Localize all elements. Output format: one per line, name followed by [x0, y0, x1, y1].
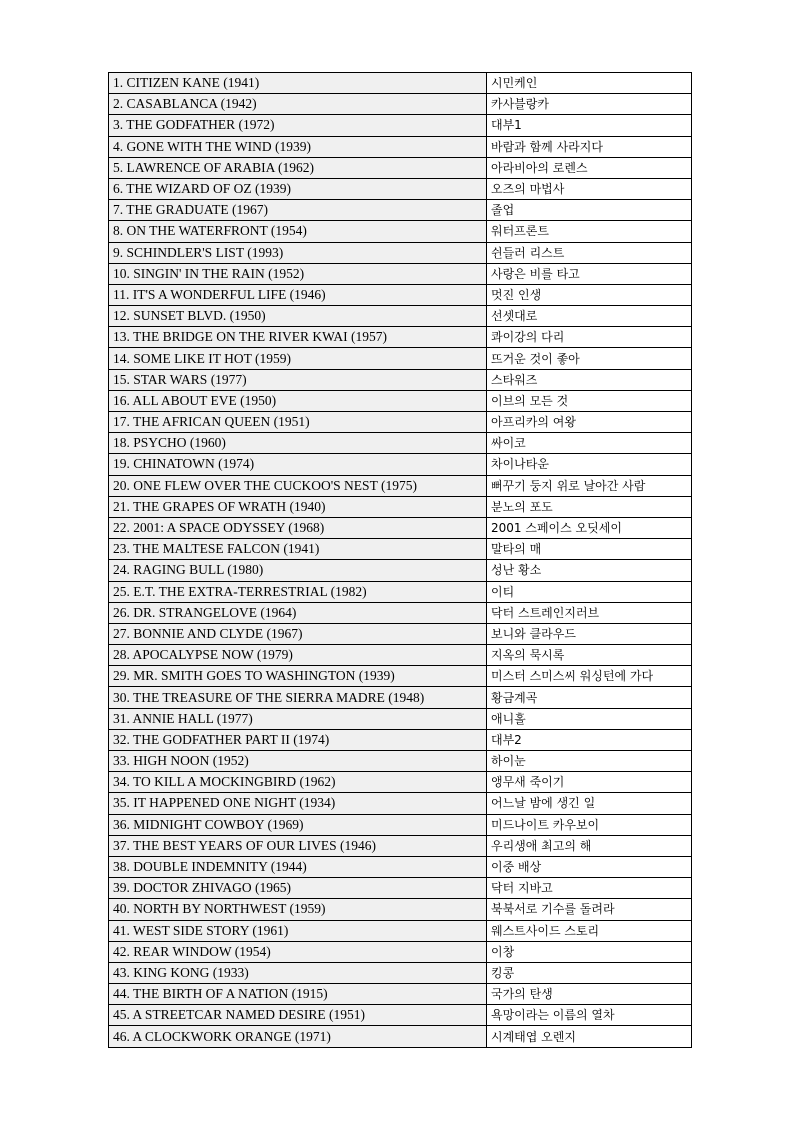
- korean-title-cell: 미드나이트 카우보이: [487, 814, 692, 835]
- korean-title-cell: 욕망이라는 이름의 열차: [487, 1005, 692, 1026]
- korean-title-cell: 이중 배상: [487, 856, 692, 877]
- korean-title-cell: 졸업: [487, 200, 692, 221]
- english-title-cell: 23. THE MALTESE FALCON (1941): [109, 539, 487, 560]
- korean-title-cell: 어느날 밤에 생긴 일: [487, 793, 692, 814]
- english-title-cell: 39. DOCTOR ZHIVAGO (1965): [109, 878, 487, 899]
- korean-title-cell: 뻐꾸기 둥지 위로 날아간 사람: [487, 475, 692, 496]
- korean-title-cell: 앵무새 죽이기: [487, 772, 692, 793]
- english-title-cell: 35. IT HAPPENED ONE NIGHT (1934): [109, 793, 487, 814]
- table-row: [109, 517, 692, 538]
- korean-title-cell: 뜨거운 것이 좋아: [487, 348, 692, 369]
- english-title-cell: 22. 2001: A SPACE ODYSSEY (1968): [109, 517, 487, 538]
- english-title-cell: 4. GONE WITH THE WIND (1939): [109, 136, 487, 157]
- table-row: [109, 708, 692, 729]
- english-title-cell: 20. ONE FLEW OVER THE CUCKOO'S NEST (1975): [109, 475, 487, 496]
- table-row: [109, 962, 692, 983]
- table-row: [109, 814, 692, 835]
- korean-title-cell: 사랑은 비를 타고: [487, 263, 692, 284]
- korean-title-cell: 이브의 모든 것: [487, 390, 692, 411]
- table-row: [109, 94, 692, 115]
- table-row: [109, 263, 692, 284]
- table-row: [109, 73, 692, 94]
- korean-title-cell: 황금계곡: [487, 687, 692, 708]
- english-title-cell: 46. A CLOCKWORK ORANGE (1971): [109, 1026, 487, 1047]
- table-row: [109, 454, 692, 475]
- table-row: [109, 433, 692, 454]
- english-title-cell: 2. CASABLANCA (1942): [109, 94, 487, 115]
- english-title-cell: 34. TO KILL A MOCKINGBIRD (1962): [109, 772, 487, 793]
- korean-title-cell: 미스터 스미스씨 워싱턴에 가다: [487, 666, 692, 687]
- english-title-cell: 8. ON THE WATERFRONT (1954): [109, 221, 487, 242]
- table-row: [109, 941, 692, 962]
- film-list-sheet: [108, 72, 692, 1048]
- table-row: [109, 221, 692, 242]
- english-title-cell: 3. THE GODFATHER (1972): [109, 115, 487, 136]
- korean-title-cell: 말타의 매: [487, 539, 692, 560]
- korean-title-cell: 국가의 탄생: [487, 984, 692, 1005]
- table-row: [109, 496, 692, 517]
- english-title-cell: 19. CHINATOWN (1974): [109, 454, 487, 475]
- table-row: [109, 772, 692, 793]
- english-title-cell: 26. DR. STRANGELOVE (1964): [109, 602, 487, 623]
- korean-title-cell: 보니와 클라우드: [487, 623, 692, 644]
- table-row: [109, 390, 692, 411]
- english-title-cell: 12. SUNSET BLVD. (1950): [109, 306, 487, 327]
- film-table-body: [109, 73, 692, 1048]
- korean-title-cell: 아프리카의 여왕: [487, 412, 692, 433]
- english-title-cell: 15. STAR WARS (1977): [109, 369, 487, 390]
- english-title-cell: 7. THE GRADUATE (1967): [109, 200, 487, 221]
- korean-title-cell: 대부1: [487, 115, 692, 136]
- table-row: [109, 348, 692, 369]
- korean-title-cell: 싸이코: [487, 433, 692, 454]
- korean-title-cell: 바람과 함께 사라지다: [487, 136, 692, 157]
- english-title-cell: 28. APOCALYPSE NOW (1979): [109, 645, 487, 666]
- english-title-cell: 10. SINGIN' IN THE RAIN (1952): [109, 263, 487, 284]
- korean-title-cell: 북북서로 기수를 돌려라: [487, 899, 692, 920]
- table-row: [109, 878, 692, 899]
- korean-title-cell: 이창: [487, 941, 692, 962]
- english-title-cell: 44. THE BIRTH OF A NATION (1915): [109, 984, 487, 1005]
- korean-title-cell: 차이나타운: [487, 454, 692, 475]
- korean-title-cell: 닥터 스트레인지러브: [487, 602, 692, 623]
- table-row: [109, 793, 692, 814]
- english-title-cell: 45. A STREETCAR NAMED DESIRE (1951): [109, 1005, 487, 1026]
- table-row: [109, 284, 692, 305]
- english-title-cell: 32. THE GODFATHER PART II (1974): [109, 729, 487, 750]
- table-row: [109, 136, 692, 157]
- table-row: [109, 475, 692, 496]
- table-row: [109, 539, 692, 560]
- english-title-cell: 40. NORTH BY NORTHWEST (1959): [109, 899, 487, 920]
- english-title-cell: 37. THE BEST YEARS OF OUR LIVES (1946): [109, 835, 487, 856]
- table-row: [109, 920, 692, 941]
- korean-title-cell: 선셋대로: [487, 306, 692, 327]
- film-table: [108, 72, 692, 1048]
- table-row: [109, 306, 692, 327]
- table-row: [109, 157, 692, 178]
- table-row: [109, 115, 692, 136]
- english-title-cell: 31. ANNIE HALL (1977): [109, 708, 487, 729]
- table-row: [109, 1026, 692, 1047]
- korean-title-cell: 하이눈: [487, 751, 692, 772]
- english-title-cell: 18. PSYCHO (1960): [109, 433, 487, 454]
- table-row: [109, 984, 692, 1005]
- table-row: [109, 687, 692, 708]
- korean-title-cell: 시민케인: [487, 73, 692, 94]
- english-title-cell: 27. BONNIE AND CLYDE (1967): [109, 623, 487, 644]
- korean-title-cell: 콰이강의 다리: [487, 327, 692, 348]
- table-row: [109, 200, 692, 221]
- english-title-cell: 24. RAGING BULL (1980): [109, 560, 487, 581]
- english-title-cell: 5. LAWRENCE OF ARABIA (1962): [109, 157, 487, 178]
- english-title-cell: 43. KING KONG (1933): [109, 962, 487, 983]
- korean-title-cell: 카사블랑카: [487, 94, 692, 115]
- english-title-cell: 36. MIDNIGHT COWBOY (1969): [109, 814, 487, 835]
- table-row: [109, 581, 692, 602]
- korean-title-cell: 아라비아의 로렌스: [487, 157, 692, 178]
- korean-title-cell: 2001 스페이스 오딧세이: [487, 517, 692, 538]
- korean-title-cell: 성난 황소: [487, 560, 692, 581]
- english-title-cell: 13. THE BRIDGE ON THE RIVER KWAI (1957): [109, 327, 487, 348]
- english-title-cell: 41. WEST SIDE STORY (1961): [109, 920, 487, 941]
- korean-title-cell: 킹콩: [487, 962, 692, 983]
- english-title-cell: 11. IT'S A WONDERFUL LIFE (1946): [109, 284, 487, 305]
- english-title-cell: 33. HIGH NOON (1952): [109, 751, 487, 772]
- table-row: [109, 602, 692, 623]
- english-title-cell: 16. ALL ABOUT EVE (1950): [109, 390, 487, 411]
- english-title-cell: 17. THE AFRICAN QUEEN (1951): [109, 412, 487, 433]
- table-row: [109, 412, 692, 433]
- english-title-cell: 30. THE TREASURE OF THE SIERRA MADRE (1948): [109, 687, 487, 708]
- table-row: [109, 242, 692, 263]
- korean-title-cell: 쉰들러 리스트: [487, 242, 692, 263]
- table-row: [109, 623, 692, 644]
- korean-title-cell: 웨스트사이드 스토리: [487, 920, 692, 941]
- table-row: [109, 178, 692, 199]
- korean-title-cell: 워터프론트: [487, 221, 692, 242]
- table-row: [109, 729, 692, 750]
- table-row: [109, 835, 692, 856]
- korean-title-cell: 스타워즈: [487, 369, 692, 390]
- english-title-cell: 42. REAR WINDOW (1954): [109, 941, 487, 962]
- english-title-cell: 29. MR. SMITH GOES TO WASHINGTON (1939): [109, 666, 487, 687]
- table-row: [109, 856, 692, 877]
- table-row: [109, 327, 692, 348]
- korean-title-cell: 닥터 지바고: [487, 878, 692, 899]
- korean-title-cell: 애니홀: [487, 708, 692, 729]
- korean-title-cell: 대부2: [487, 729, 692, 750]
- english-title-cell: 38. DOUBLE INDEMNITY (1944): [109, 856, 487, 877]
- table-row: [109, 645, 692, 666]
- english-title-cell: 14. SOME LIKE IT HOT (1959): [109, 348, 487, 369]
- english-title-cell: 21. THE GRAPES OF WRATH (1940): [109, 496, 487, 517]
- korean-title-cell: 우리생애 최고의 해: [487, 835, 692, 856]
- english-title-cell: 1. CITIZEN KANE (1941): [109, 73, 487, 94]
- english-title-cell: 9. SCHINDLER'S LIST (1993): [109, 242, 487, 263]
- english-title-cell: 25. E.T. THE EXTRA-TERRESTRIAL (1982): [109, 581, 487, 602]
- table-row: [109, 560, 692, 581]
- table-row: [109, 751, 692, 772]
- korean-title-cell: 오즈의 마법사: [487, 178, 692, 199]
- korean-title-cell: 지옥의 묵시록: [487, 645, 692, 666]
- table-row: [109, 666, 692, 687]
- table-row: [109, 369, 692, 390]
- korean-title-cell: 분노의 포도: [487, 496, 692, 517]
- table-row: [109, 1005, 692, 1026]
- english-title-cell: 6. THE WIZARD OF OZ (1939): [109, 178, 487, 199]
- korean-title-cell: 멋진 인생: [487, 284, 692, 305]
- table-row: [109, 899, 692, 920]
- korean-title-cell: 이티: [487, 581, 692, 602]
- korean-title-cell: 시계태엽 오렌지: [487, 1026, 692, 1047]
